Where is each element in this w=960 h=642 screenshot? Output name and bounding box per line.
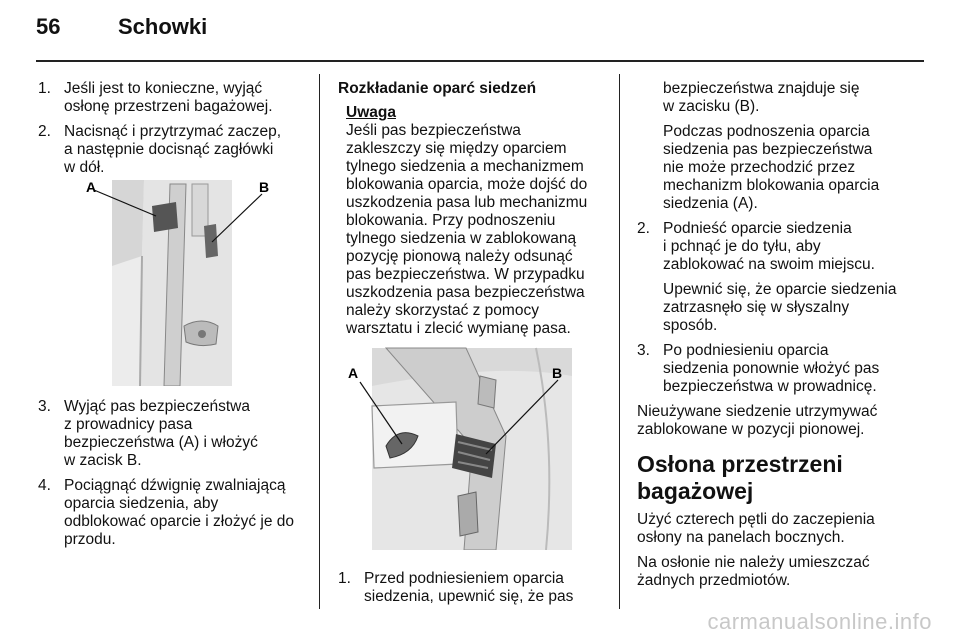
page-title: Schowki [118, 14, 208, 39]
page-number: 56 [36, 14, 61, 39]
figure-label-b: B [552, 365, 563, 381]
column-3 [637, 80, 927, 597]
page-header [0, 0, 960, 62]
list-item: 3. Po podniesieniu oparcia siedzenia ponownie włożyć pas bezpieczeństwa w prowadnicę. [637, 342, 880, 395]
list-item: 2. Podnieść oparcie siedzenia i pchnąć je do tyłu, aby zablokować na swoim miejscu. [637, 220, 875, 273]
figure-label-a: A [86, 179, 97, 195]
column-2 [338, 80, 610, 338]
figure-label-a: A [348, 365, 359, 381]
note-block: Uwaga Jeśli pas bezpieczeństwa zakleszczy się między oparciem tylnego siedzenia a mechanizmem blokowania oparcia, może dojść do uszkodzenia pasa lub mechanizmu blokowania. Przy podnoszeniu tylnego siedzenia w zablokowaną pozycję pionową należy odsunąć pas bezpieczeństwa. W przypadku uszkodzenia pasa bezpieczeństwa należy skorzystać z pomocy warsztatu i zlecić wymianę pasa. [338, 104, 610, 338]
column-2-bottom [338, 570, 610, 613]
paragraph: Upewnić się, że oparcie siedzenia zatrzasnęło się w słyszalny sposób. [663, 281, 897, 334]
figure-label-b: B [259, 179, 270, 195]
paragraph: Na osłonie nie należy umieszczać żadnych przedmiotów. [637, 554, 870, 589]
list-item: 1. Jeśli jest to konieczne, wyjąć osłonę przestrzeni bagażowej. [38, 80, 273, 115]
subsection-heading: Rozkładanie oparć siedzeń [338, 80, 537, 97]
column-1-bottom [38, 398, 316, 556]
list-item-continuation: bezpieczeństwa znajduje się w zacisku (B). [663, 80, 860, 115]
note-title: Uwaga [346, 104, 396, 121]
column-divider-2 [619, 74, 620, 609]
column-divider-1 [319, 74, 320, 609]
figure-headrest-belt-guide [84, 176, 280, 386]
figure-seatbelt-clip [346, 346, 586, 550]
paragraph: Nieużywane siedzenie utrzymywać zablokowane w pozycji pionowej. [637, 403, 878, 438]
header-rule [36, 60, 924, 62]
section-heading: Osłona przestrzeni bagażowej [637, 451, 843, 504]
list-item: 4. Pociągnąć dźwignię zwalniającą oparcia siedzenia, aby odblokować oparcie i złożyć je do przodu. [38, 477, 295, 548]
list-item: 1. Przed podniesieniem oparcia siedzenia, upewnić się, że pas [338, 570, 574, 605]
paragraph: Podczas podnoszenia oparcia siedzenia pas bezpieczeństwa nie może przechodzić przez mechanizm blokowania oparcia siedzenia (A). [663, 123, 880, 212]
list-item: 2. Nacisnąć i przytrzymać zaczep, a następnie docisnąć zagłówki w dół. [38, 123, 282, 176]
paragraph: Użyć czterech pętli do zaczepienia osłony na panelach bocznych. [637, 511, 875, 546]
column-1 [38, 80, 310, 184]
watermark: carmanualsonline.info [707, 609, 932, 634]
list-item: 3. Wyjąć pas bezpieczeństwa z prowadnicy pasa bezpieczeństwa (A) i włożyć w zacisk B. [38, 398, 258, 469]
